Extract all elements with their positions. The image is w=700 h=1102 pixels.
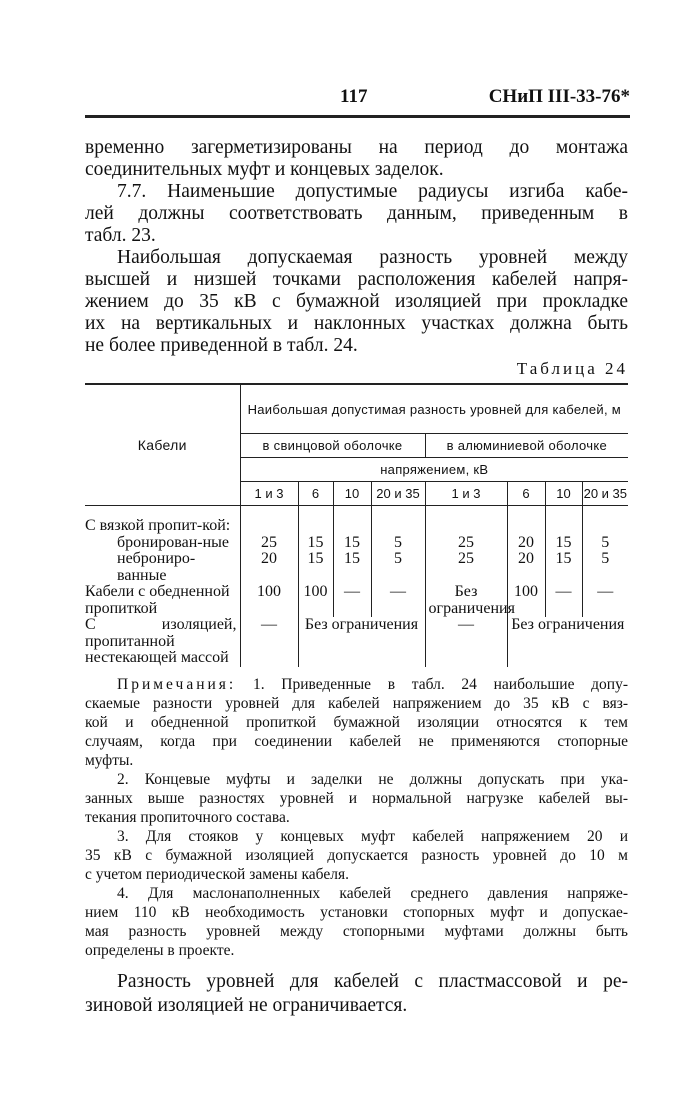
- table-notes: [85, 675, 628, 960]
- paragraph-1: [85, 137, 628, 181]
- row-label: С изоляцией, пропитанной нестекающей массой: [85, 616, 237, 666]
- note-line: 1. Приведенные в табл. 24 наибольшие допу-: [236, 675, 628, 693]
- note-line: 4. Для маслонаполненных кабелей среднего давления напряже-: [117, 884, 628, 902]
- row-label: бронирован-ные: [117, 533, 230, 551]
- text-line: временно загерметизированы на период до монтажа: [85, 137, 628, 158]
- text-line: лей должны соответствовать данным, приведенным в: [85, 203, 628, 224]
- note-line: муфты.: [85, 751, 134, 769]
- paragraph-3: [85, 247, 628, 357]
- note-line: нием 110 кВ необходимость установки стопорных муфт и допускае-: [85, 903, 628, 921]
- cell: —: [333, 584, 371, 617]
- cell: —: [545, 584, 582, 617]
- note-line: скаемые разности уровней для кабелей напряжением до 35 кВ с вяз-: [85, 694, 628, 712]
- cell: 15: [298, 551, 333, 584]
- cell: 25: [240, 535, 298, 552]
- running-header: [85, 86, 630, 114]
- cell: 15: [545, 551, 582, 584]
- cell: 5: [582, 551, 628, 584]
- voltage-header: 20 и 35: [582, 482, 628, 506]
- note-line: кой и обедненной пропиткой бумажной изоляции относятся к тем: [85, 713, 628, 731]
- text-line: жением до 35 кВ с бумажной изоляцией при прокладке: [85, 291, 628, 312]
- cell: 15: [333, 535, 371, 552]
- header-rule: [85, 115, 630, 118]
- text-line: не более приведенной в табл. 24.: [85, 335, 358, 356]
- text-line: 7.7. Наименьшие допустимые радиусы изгиба кабе-: [117, 181, 628, 202]
- cell: Без ограничения: [507, 617, 628, 667]
- cell: 15: [333, 551, 371, 584]
- row-label: Кабели с обедненной пропиткой: [85, 583, 230, 617]
- cell: Без ограничения: [298, 617, 425, 667]
- note-line: 3. Для стояков у концевых муфт кабелей напряжением 20 и: [117, 827, 628, 845]
- note-line: текания пропиточного состава.: [85, 808, 290, 826]
- page-body: [85, 137, 628, 1018]
- cell: 100: [240, 584, 298, 617]
- voltage-header: 10: [333, 482, 371, 506]
- voltage-header: 6: [298, 482, 333, 506]
- header-cables: Кабели: [85, 384, 240, 506]
- text-line: Наибольшая допускаемая разность уровней между: [117, 247, 628, 268]
- text-line: зиновой изоляцией не ограничивается.: [85, 994, 408, 1016]
- cell: —: [582, 584, 628, 617]
- cell: —: [371, 584, 425, 617]
- row-label: небронирo-ванные: [117, 550, 196, 584]
- note-line: мая разность уровней между стопорными муфтами должны быть: [85, 922, 628, 940]
- cell: 20: [507, 551, 545, 584]
- text-line: Разность уровней для кабелей с пластмассовой и ре-: [117, 970, 628, 992]
- voltage-header: 10: [545, 482, 582, 506]
- cell: 100: [507, 584, 545, 617]
- text-line: соединительных муфт и концевых заделок.: [85, 159, 444, 180]
- row-label: С вязкой пропит-кой:: [85, 517, 231, 534]
- header-group: Наибольшая допустимая разность уровней для кабелей, м: [240, 384, 628, 434]
- text-line: высшей и низшей точками расположения кабелей напря-: [85, 269, 628, 290]
- cell: 25: [425, 535, 507, 552]
- document-code: СНиП III-33-76*: [488, 86, 630, 107]
- note-line: 35 кВ с бумажной изоляцией допускается разность уровней до 10 м: [85, 846, 628, 864]
- cell: —: [425, 617, 507, 667]
- cell: 15: [298, 535, 333, 552]
- cell: 5: [582, 535, 628, 552]
- table-row: [85, 506, 628, 535]
- cell: 20: [240, 551, 298, 584]
- header-aluminum-sheath: в алюминиевой оболочке: [425, 434, 628, 458]
- voltage-header: 1 и 3: [425, 482, 507, 506]
- table-caption: Таблица 24: [516, 359, 628, 378]
- cell: 5: [371, 551, 425, 584]
- cell: 20: [507, 535, 545, 552]
- text-line: их на вертикальных и наклонных участках должна быть: [85, 313, 628, 334]
- notes-label: Примечания:: [117, 675, 237, 693]
- table-24: [85, 383, 628, 667]
- table-row: [85, 535, 628, 552]
- note-line: определены в проекте.: [85, 941, 235, 959]
- table-row: [85, 617, 628, 667]
- cell: 25: [425, 551, 507, 584]
- voltage-header: 20 и 35: [371, 482, 425, 506]
- page-number: 117: [340, 86, 368, 107]
- paragraph-7-7: [85, 181, 628, 247]
- cell: 15: [545, 535, 582, 552]
- cell: 5: [371, 535, 425, 552]
- voltage-header: 1 и 3: [240, 482, 298, 506]
- header-lead-sheath: в свинцовой оболочке: [240, 434, 425, 458]
- header-voltage: напряжением, кВ: [240, 458, 628, 482]
- note-line: занных выше разностях уровней и нормальной нагрузке кабелей вы-: [85, 789, 628, 807]
- text-line: табл. 23.: [85, 225, 156, 246]
- cell: —: [240, 617, 298, 667]
- note-line: случаям, когда при соединении кабелей не применяются стопорные: [85, 732, 628, 750]
- table-row: [85, 551, 628, 584]
- final-paragraph: [85, 970, 628, 1018]
- note-line: 2. Концевые муфты и заделки не должны допускать при ука-: [117, 770, 628, 788]
- voltage-header: 6: [507, 482, 545, 506]
- note-line: с учетом периодической замены кабеля.: [85, 865, 349, 883]
- table-row: [85, 584, 628, 617]
- cell: Без ограничения: [425, 584, 507, 617]
- cell: 100: [298, 584, 333, 617]
